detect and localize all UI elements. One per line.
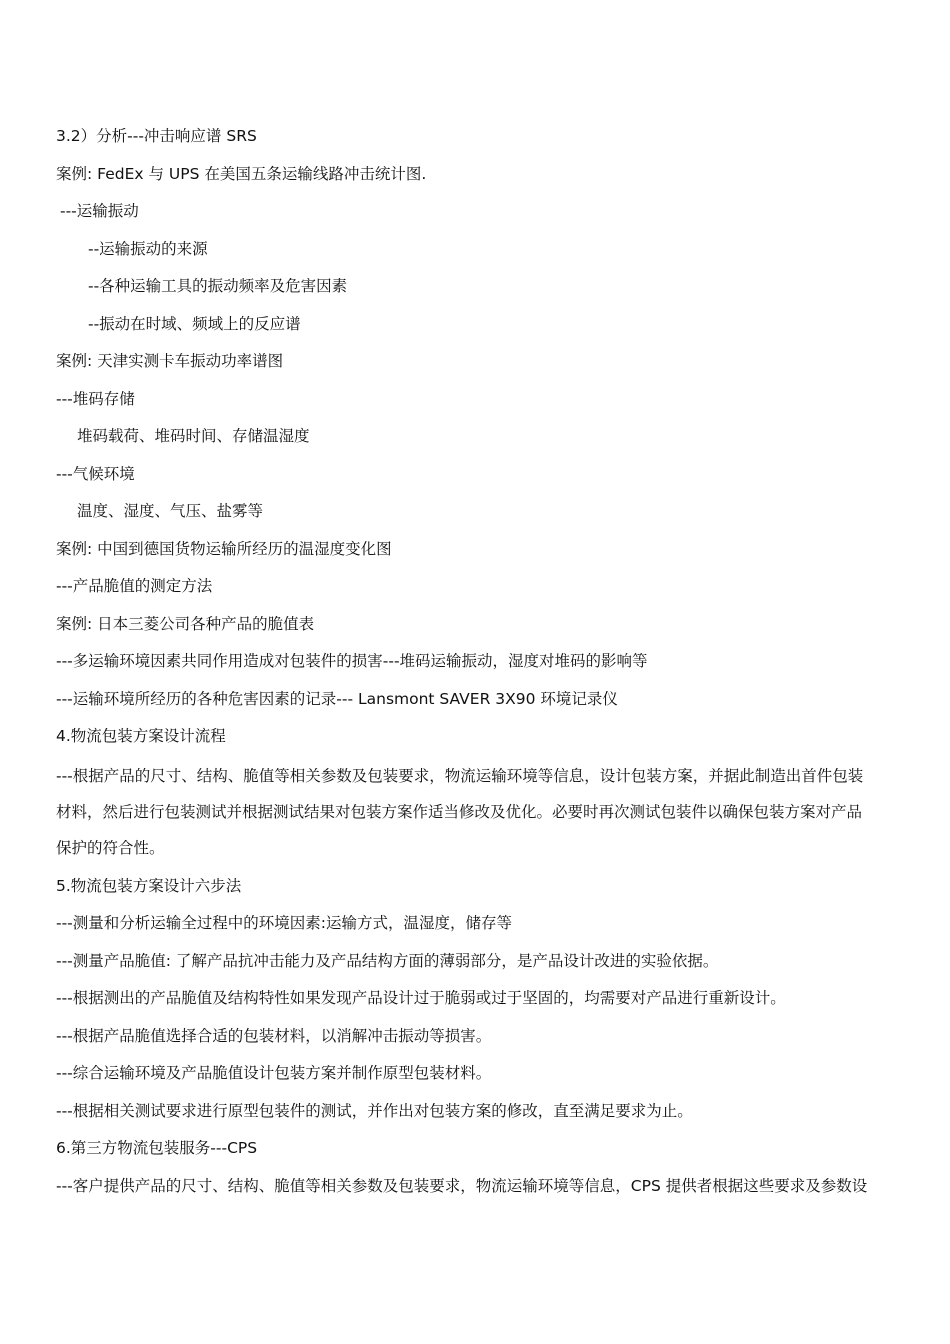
item-transport-vibration: ---运输振动: [60, 202, 139, 220]
subitem-vibration-frequency: --各种运输工具的振动频率及危害因素: [88, 277, 348, 295]
step-6: ---根据相关测试要求进行原型包装件的测试，并作出对包装方案的修改，直至满足要求为止。: [56, 1101, 693, 1120]
section-heading-4: 4.物流包装方案设计流程: [56, 727, 226, 745]
paragraph-line: 保护的符合性。: [56, 838, 165, 857]
item-cps-description: ---客户提供产品的尺寸、结构、脆值等相关参数及包装要求，物流运输环境等信息，CPS 提供者根据这些要求及参数设: [56, 1176, 868, 1195]
section-heading-6: 6.第三方物流包装服务---CPS: [56, 1139, 258, 1157]
section-heading-5: 5.物流包装方案设计六步法: [56, 876, 242, 895]
step-5: ---综合运输环境及产品脆值设计包装方案并制作原型包装材料。: [56, 1064, 492, 1082]
paragraph-line: ---根据产品的尺寸、结构、脆值等相关参数及包装要求，物流运输环境等信息，设计包装方案，并据此制造出首件包装: [56, 766, 864, 785]
step-2: ---测量产品脆值: 了解产品抗冲击能力及产品结构方面的薄弱部分，是产品设计改进的实验依据。: [56, 951, 719, 970]
detail-stacking: 堆码载荷、堆码时间、存储温湿度: [77, 427, 310, 445]
step-4: ---根据产品脆值选择合适的包装材料，以消解冲击振动等损害。: [56, 1026, 492, 1045]
step-1: ---测量和分析运输全过程中的环境因素:运输方式，温湿度，储存等: [56, 914, 513, 932]
subitem-vibration-source: --运输振动的来源: [88, 239, 208, 258]
item-fragility-method: ---产品脆值的测定方法: [56, 577, 213, 595]
case-china-germany: 案例: 中国到德国货物运输所经历的温湿度变化图: [56, 539, 392, 558]
item-stacking-storage: ---堆码存储: [56, 389, 135, 408]
subitem-response-spectrum: --振动在时域、频域上的反应谱: [88, 314, 301, 333]
case-fedex-ups: 案例: FedEx 与 UPS 在美国五条运输线路冲击统计图.: [56, 164, 427, 183]
case-tianjin-truck: 案例: 天津实测卡车振动功率谱图: [56, 352, 284, 370]
detail-climate: 温度、湿度、气压、盐雾等: [77, 502, 264, 520]
section-heading-3-2: 3.2）分析---冲击响应谱 SRS: [56, 127, 257, 145]
item-climate: ---气候环境: [56, 464, 135, 483]
document-body: [56, 118, 936, 1205]
paragraph-line: 材料，然后进行包装测试并根据测试结果对包装方案作适当修改及优化。必要时再次测试包装件以确保包装方案对产品: [56, 802, 863, 821]
paragraph-design-process: [56, 756, 936, 868]
item-hazard-record: ---运输环境所经历的各种危害因素的记录--- Lansmont SAVER 3X90 环境记录仪: [56, 689, 618, 708]
item-combined-factors: ---多运输环境因素共同作用造成对包装件的损害---堆码运输振动，湿度对堆码的影响等: [56, 652, 648, 670]
case-mitsubishi: 案例: 日本三菱公司各种产品的脆值表: [56, 614, 315, 633]
step-3: ---根据测出的产品脆值及结构特性如果发现产品设计过于脆弱或过于坚固的，均需要对产品进行重新设计。: [56, 989, 786, 1007]
